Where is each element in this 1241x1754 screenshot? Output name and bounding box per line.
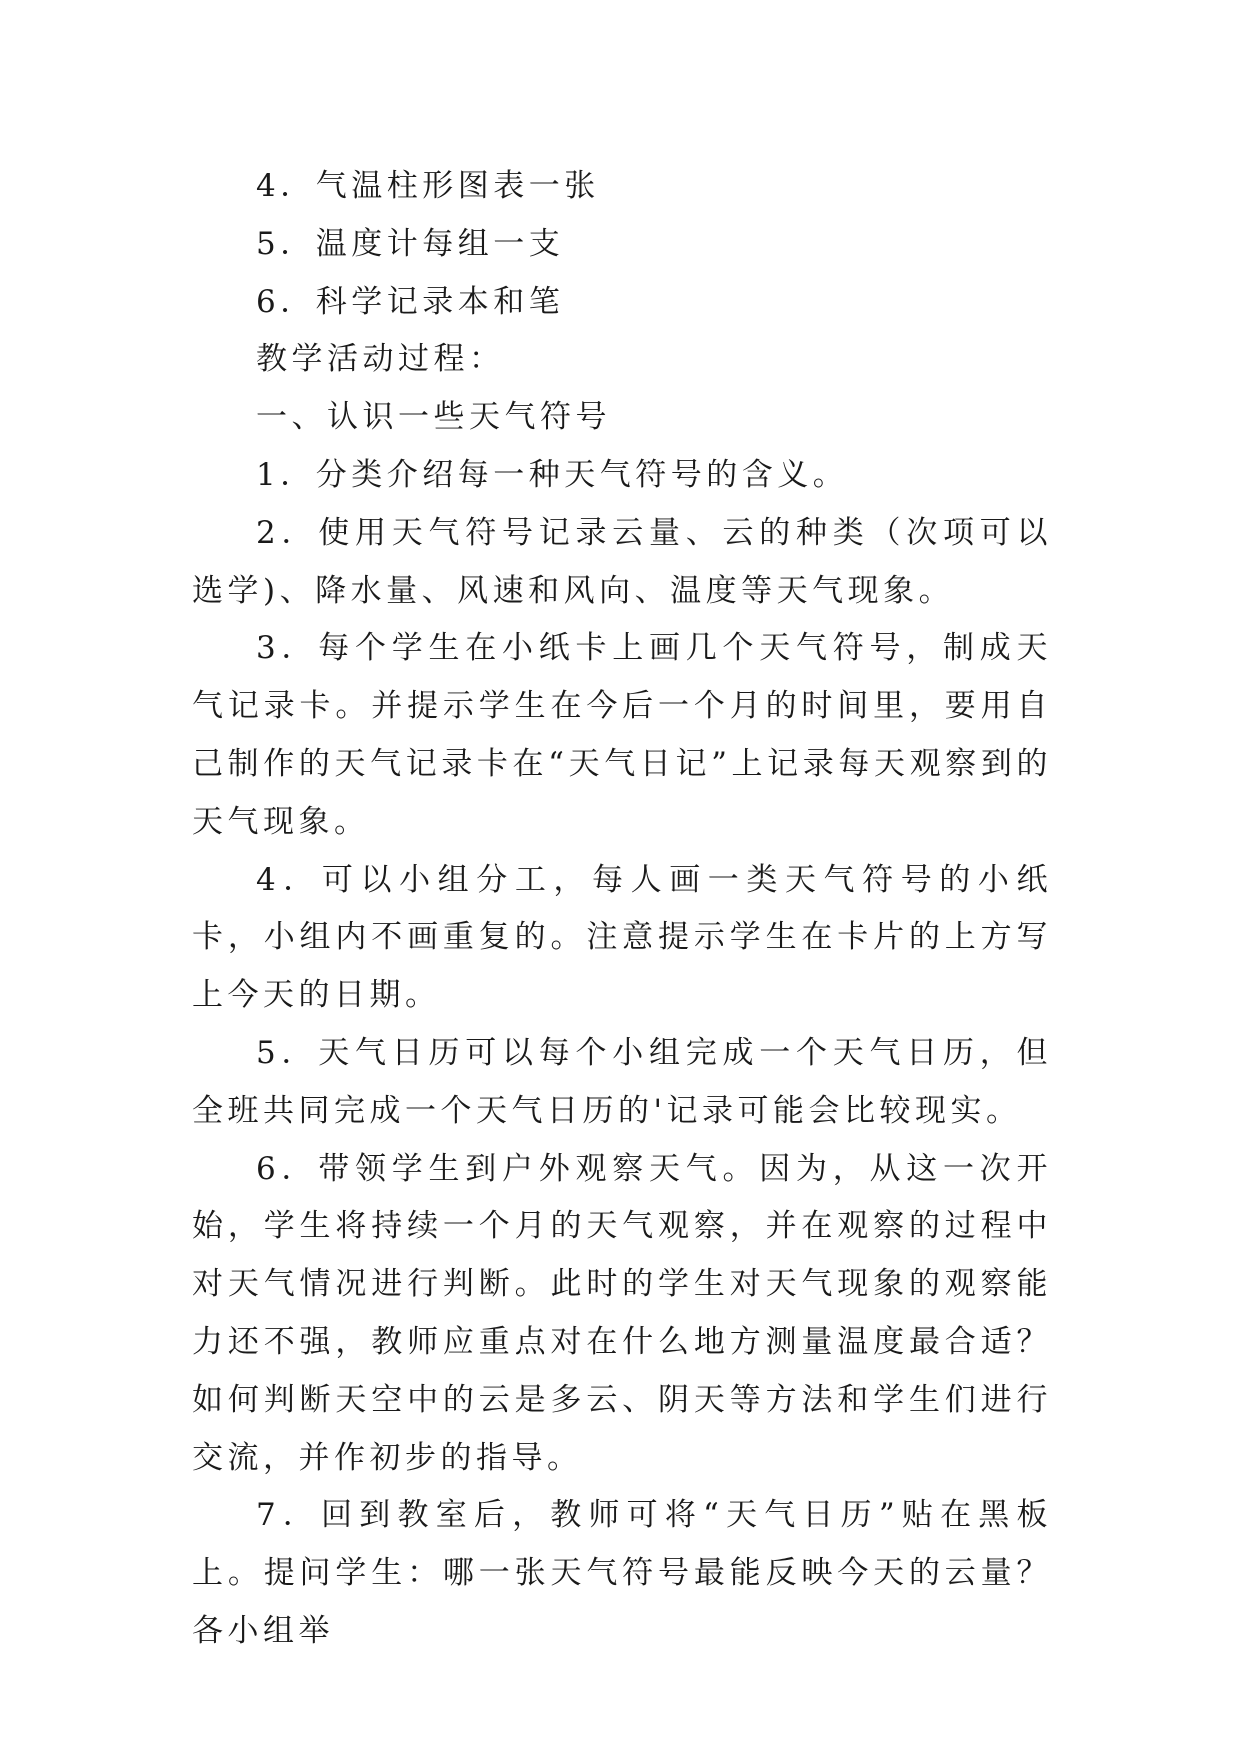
document-body	[192, 158, 1052, 1661]
list-item-notebook: 6．科学记录本和笔	[256, 283, 565, 320]
section-heading-process: 教学活动过程：	[256, 341, 505, 378]
step-6-paragraph: 6．带领学生到户外观察天气。因为，从这一次开始，学生将持续一个月的天气观察，并在观察的过程中对天气情况进行判断。此时的学生对天气现象的观察能力还不强，教师应重点对在什么地方测量温度最合适？如何判断天空中的云是多云、阴天等方法和学生们进行交流，并作初步的指导。	[192, 1150, 1052, 1476]
step-3-paragraph: 3．每个学生在小纸卡上画几个天气符号，制成天气记录卡。并提示学生在今后一个月的时间里，要用自己制作的天气记录卡在“天气日记”上记录每天观察到的天气现象。	[192, 630, 1052, 840]
step-4-paragraph: 4．可以小组分工，每人画一类天气符号的小纸卡，小组内不画重复的。注意提示学生在卡片的上方写上今天的日期。	[192, 861, 1052, 1014]
step-7-paragraph: 7．回到教室后，教师可将“天气日历”贴在黑板上。提问学生：哪一张天气符号最能反映今天的云量？各小组举	[192, 1497, 1052, 1649]
step-1-paragraph: 1．分类介绍每一种天气符号的含义。	[256, 456, 849, 493]
step-5-paragraph: 5．天气日历可以每个小组完成一个天气日历，但全班共同完成一个天气日历的'记录可能会比较现实。	[192, 1034, 1052, 1129]
list-item-thermometer: 5．温度计每组一支	[256, 225, 565, 262]
step-2-paragraph: 2．使用天气符号记录云量、云的种类（次项可以选学)、降水量、风速和风向、温度等天气现象。	[192, 514, 1052, 609]
list-item-thermometer-chart: 4．气温柱形图表一张	[256, 168, 600, 204]
section-heading-weather-symbols: 一、认识一些天气符号	[256, 399, 611, 436]
